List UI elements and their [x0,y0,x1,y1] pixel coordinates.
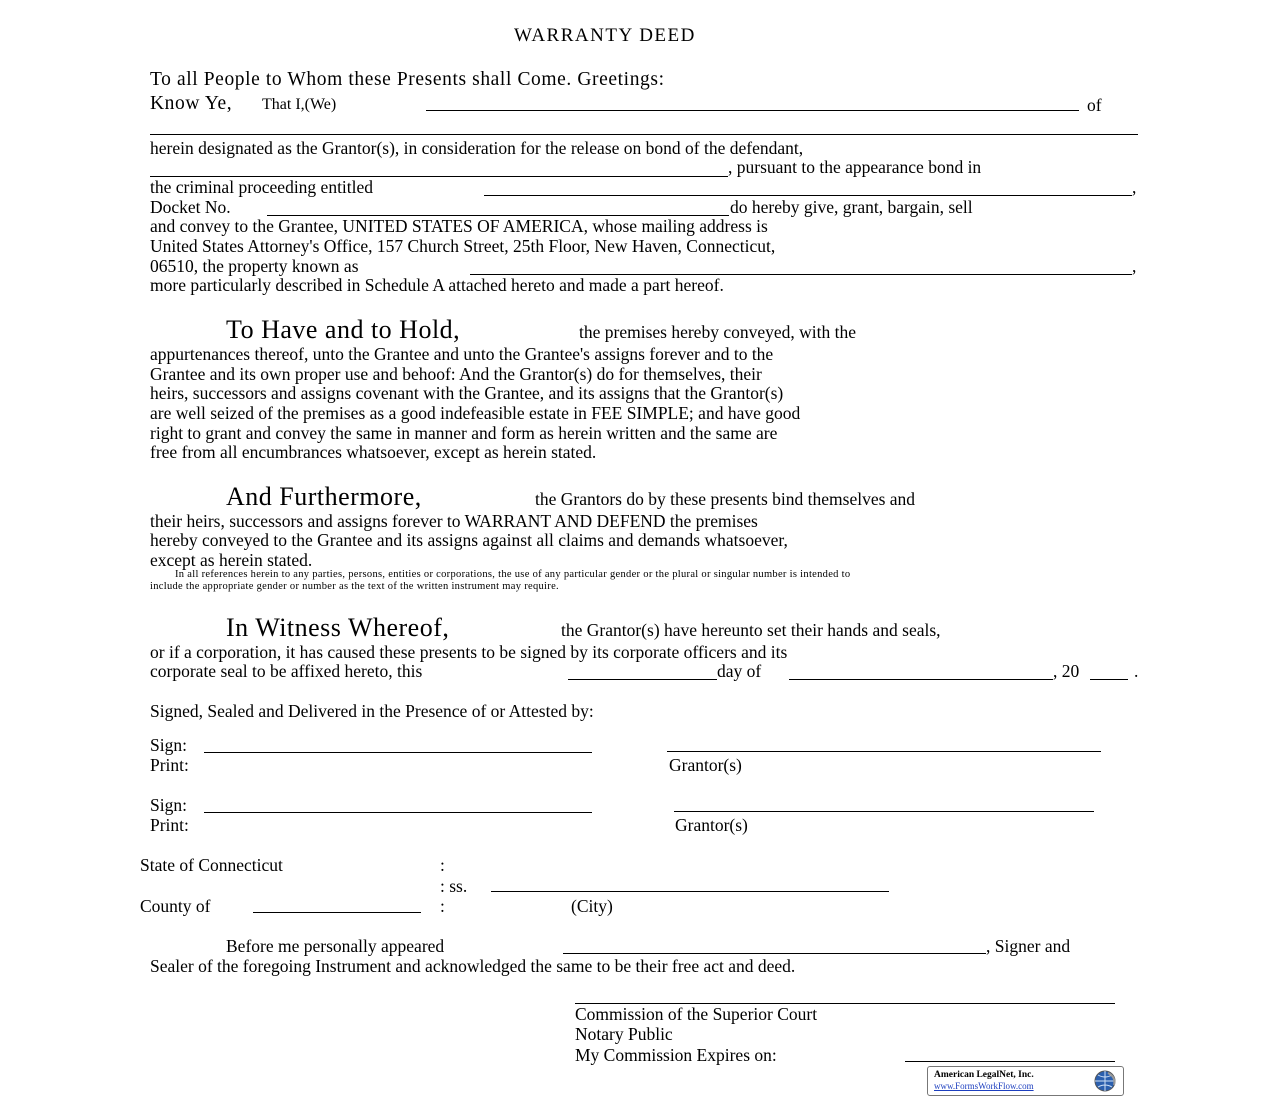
greeting: To all People to Whom these Presents shall Come. Greetings: [150,69,665,90]
county-field[interactable] [253,912,421,913]
docket-label: Docket No. [150,197,231,217]
of-label: of [1087,95,1102,115]
body-line-7-comma: , [1132,256,1137,276]
signer-name-field[interactable] [563,953,986,954]
grantor-label: Grantor(s) [669,755,742,775]
furthermore-line: except as herein stated. [150,550,313,570]
appeared-label: Before me personally appeared [226,936,445,956]
witness-line-1: the Grantor(s) have hereunto set their hands and seals, [561,620,941,640]
grantor-name-field[interactable] [426,110,1079,111]
habendum-line: appurtenances thereof, unto the Grantee and unto the Grantee's assigns forever and to the [150,344,774,364]
year-field[interactable] [1090,679,1128,680]
city-label: (City) [571,896,613,916]
know-ye: Know Ye, [150,93,233,114]
habendum-line: are well seized of the premises as a good indefeasible estate in FEE SIMPLE; and have good [150,403,801,423]
year-prefix: , 20 [1053,661,1080,681]
body-line-7: 06510, the property known as [150,256,359,276]
city-field[interactable] [491,891,889,892]
print-label: Print: [150,755,189,775]
day-of-label: day of [717,661,762,681]
page-title: WARRANTY DEED [514,25,696,46]
that-i-label: That I,(We) [262,96,337,113]
body-line-3: the criminal proceeding entitled [150,177,374,197]
habendum-line: Grantee and its own proper use and behoof: And the Grantor(s) do for themselves, their [150,364,762,384]
witness-line-2: or if a corporation, it has caused these presents to be signed by its corporate officers and its [150,642,788,662]
habendum-line: right to grant and convey the same in manner and form as herein written and the same are [150,423,778,443]
furthermore-line: their heirs, successors and assigns forever to WARRANT AND DEFEND the premises [150,511,758,531]
habendum-line-1: the premises hereby conveyed, with the [579,322,856,342]
commission-expiry-field[interactable] [905,1061,1115,1062]
witness-2-signature-field[interactable] [204,812,592,813]
grantor-address-field[interactable] [150,134,1138,135]
venue-colon: : [440,855,445,875]
grantor-label: Grantor(s) [675,815,748,835]
ss-label: : ss. [440,876,468,896]
sign-label: Sign: [150,735,187,755]
globe-icon [1090,1069,1120,1093]
grantor-2-signature-field[interactable] [674,811,1094,812]
body-line-4: do hereby give, grant, bargain, sell [730,197,973,217]
print-label: Print: [150,815,189,835]
logo-url-link[interactable]: www.FormsWorkFlow.com [934,1081,1034,1091]
habendum-line: heirs, successors and assigns covenant with the Grantee, and its assigns that the Grantor(s) [150,383,784,403]
american-legalnet-logo[interactable] [927,1066,1124,1096]
county-label: County of [140,896,211,916]
signer-and-label: , Signer and [986,936,1071,956]
body-line-1: herein designated as the Grantor(s), in consideration for the release on bond of the defendant, [150,138,804,158]
body-line-5: and convey to the Grantee, UNITED STATES OF AMERICA, whose mailing address is [150,216,768,236]
habendum-heading: To Have and to Hold, [226,315,461,344]
logo-company-name: American LegalNet, Inc. [934,1070,1034,1080]
grantor-1-signature-field[interactable] [667,751,1101,752]
sign-label: Sign: [150,795,187,815]
notary-public-title: Notary Public [575,1024,673,1044]
furthermore-line-1: the Grantors do by these presents bind themselves and [535,489,916,509]
commission-expires-label: My Commission Expires on: [575,1045,777,1065]
gender-note-line-2: include the appropriate gender or number as the text of the written instrument may require. [150,581,559,592]
body-line-6: United States Attorney's Office, 157 Church Street, 25th Floor, New Haven, Connecticut, [150,236,776,256]
witness-heading: In Witness Whereof, [226,613,450,642]
body-line-3-comma: , [1132,177,1137,197]
venue-colon: : [440,896,445,916]
attested-label: Signed, Sealed and Delivered in the Presence of or Attested by: [150,701,594,721]
acknowledgment-line-2: Sealer of the foregoing Instrument and acknowledged the same to be their free act and deed. [150,956,796,976]
day-field[interactable] [568,679,717,680]
body-line-2: , pursuant to the appearance bond in [728,157,982,177]
gender-note-line-1: In all references herein to any parties, persons, entities or corporations, the use of any particular gender or the plural or singular number is intended to [175,569,851,580]
witness-1-signature-field[interactable] [204,752,592,753]
habendum-line: free from all encumbrances whatsoever, except as herein stated. [150,442,597,462]
commission-title: Commission of the Superior Court [575,1004,818,1024]
witness-period: . [1134,661,1139,681]
month-field[interactable] [789,679,1053,680]
state-label: State of Connecticut [140,855,283,875]
furthermore-heading: And Furthermore, [226,482,422,511]
proceeding-title-field[interactable] [484,195,1132,196]
witness-line-3: corporate seal to be affixed hereto, this [150,661,423,681]
body-line-8: more particularly described in Schedule A attached hereto and made a part hereof. [150,275,724,295]
furthermore-line: hereby conveyed to the Grantee and its assigns against all claims and demands whatsoever, [150,530,788,550]
